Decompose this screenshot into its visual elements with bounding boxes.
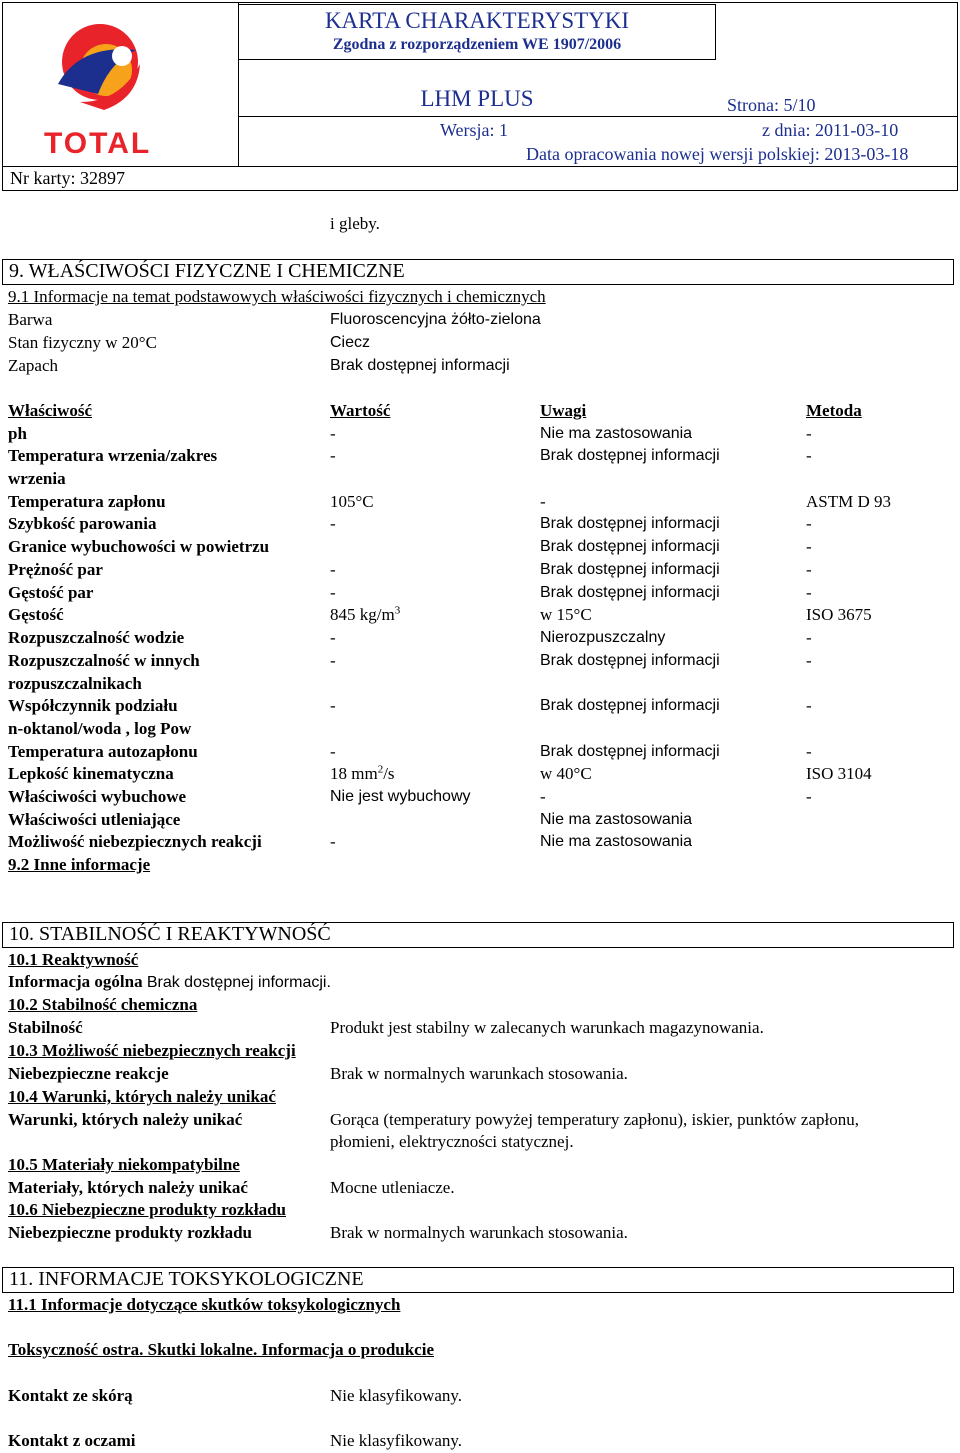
page-number: Strona: 5/10: [727, 95, 816, 115]
row-value: -: [330, 832, 336, 851]
row-notes: w 40°C: [540, 764, 592, 783]
row-method: ISO 3104: [806, 764, 872, 783]
row-notes: Nie ma zastosowania: [540, 425, 693, 442]
row-method: -: [806, 742, 812, 761]
row-method: -: [806, 696, 812, 715]
subsection-10-3: 10.3 Możliwość niebezpiecznych reakcji: [8, 1041, 296, 1060]
row-property-cont: rozpuszczalnikach: [8, 674, 142, 693]
row-property: Rozpuszczalność w innych: [8, 651, 200, 670]
row-property: Właściwości wybuchowe: [8, 787, 187, 806]
row-notes: Brak dostępnej informacji: [540, 447, 720, 464]
row-value: -: [330, 583, 336, 602]
viscosity-value: 18 mm: [330, 764, 378, 783]
row-property: Współczynnik podziału: [8, 696, 178, 715]
version-date: z dnia: 2011-03-10: [762, 120, 899, 140]
decomposition-label: Niebezpieczne produkty rozkładu: [8, 1223, 252, 1242]
general-info-label: Informacja ogólna: [8, 972, 143, 991]
hazard-reactions-text: Brak w normalnych warunkach stosowania.: [330, 1064, 628, 1083]
stability-text: Produkt jest stabilny w zalecanych warunkach magazynowania.: [330, 1018, 764, 1037]
row-value: -: [330, 696, 336, 715]
row-notes: Brak dostępnej informacji: [540, 743, 720, 760]
row-property: Granice wybuchowości w powietrzu: [8, 537, 270, 556]
hazard-reactions-label: Niebezpieczne reakcje: [8, 1064, 169, 1083]
row-notes: w 15°C: [540, 605, 592, 624]
viscosity-unit-exponent: 2: [377, 763, 384, 776]
row-method: -: [806, 514, 812, 533]
basic-value: Brak dostępnej informacji: [330, 357, 510, 374]
eye-contact-value: Nie klasyfikowany.: [330, 1431, 463, 1450]
row-value: -: [330, 514, 336, 533]
row-value: [330, 605, 400, 625]
row-property: ph: [8, 424, 27, 443]
product-name: LHM PLUS: [420, 86, 534, 111]
subsection-10-5: 10.5 Materiały niekompatybilne: [8, 1155, 240, 1174]
subsection-10-2: 10.2 Stabilność chemiczna: [8, 995, 198, 1014]
row-property: Gęstość: [8, 605, 64, 624]
row-value: -: [330, 560, 336, 579]
card-number: Nr karty: 32897: [10, 168, 125, 188]
skin-contact-label: Kontakt ze skórą: [8, 1386, 133, 1405]
row-property: Rozpuszczalność wodzie: [8, 628, 185, 647]
row-method: -: [806, 583, 812, 602]
section-9-heading: 9. WŁAŚCIWOŚCI FIZYCZNE I CHEMICZNE: [2, 259, 954, 285]
row-method: -: [806, 424, 812, 443]
viscosity-unit-suffix: /s: [383, 764, 395, 783]
conditions-avoid-text-cont: płomieni, elektryczności statycznej.: [330, 1132, 574, 1151]
basic-label: Stan fizyczny w 20°C: [8, 333, 157, 352]
column-header-value: Wartość: [330, 401, 391, 420]
row-method: -: [806, 560, 812, 579]
materials-avoid-label: Materiały, których należy unikać: [8, 1178, 248, 1197]
row-method: -: [806, 651, 812, 670]
decomposition-text: Brak w normalnych warunkach stosowania.: [330, 1223, 628, 1242]
section-11-heading: 11. INFORMACJE TOKSYKOLOGICZNE: [2, 1267, 954, 1293]
row-notes: Brak dostępnej informacji: [540, 697, 720, 714]
section-10-heading: 10. STABILNOŚĆ I REAKTYWNOŚĆ: [2, 922, 954, 948]
materials-avoid-text: Mocne utleniacze.: [330, 1178, 455, 1197]
row-property: Temperatura wrzenia/zakres: [8, 446, 218, 465]
row-method: -: [806, 446, 812, 465]
conditions-avoid-label: Warunki, których należy unikać: [8, 1110, 243, 1129]
subsection-9-2: 9.2 Inne informacje: [8, 855, 151, 874]
row-value: -: [330, 651, 336, 670]
row-notes: Brak dostępnej informacji: [540, 652, 720, 669]
row-notes: Brak dostępnej informacji: [540, 561, 720, 578]
row-property: Prężność par: [8, 560, 103, 579]
row-value: -: [330, 742, 336, 761]
row-property-cont: n-oktanol/woda , log Pow: [8, 719, 192, 738]
doc-title: KARTA CHARAKTERYSTYKI: [324, 8, 630, 33]
row-value: -: [330, 446, 336, 465]
version: Wersja: 1: [440, 120, 509, 140]
row-property: Lepkość kinematyczna: [8, 764, 174, 783]
subsection-10-1: 10.1 Reaktywność: [8, 950, 139, 969]
row-property: Temperatura autozapłonu: [8, 742, 198, 761]
subsection-11-1: 11.1 Informacje dotyczące skutków toksykologicznych: [8, 1295, 401, 1314]
row-property: Możliwość niebezpiecznych reakcji: [8, 832, 262, 851]
row-notes: Nierozpuszczalny: [540, 629, 666, 646]
row-method: ASTM D 93: [806, 492, 892, 511]
polish-version-date: Data opracowania nowej wersji polskiej: 2013-03-18: [526, 144, 909, 164]
subsection-10-6: 10.6 Niebezpieczne produkty rozkładu: [8, 1200, 286, 1219]
row-notes: -: [540, 787, 546, 806]
row-notes: Brak dostępnej informacji: [540, 515, 720, 532]
row-property: Właściwości utleniające: [8, 810, 181, 829]
row-method: -: [806, 787, 812, 806]
basic-value: Ciecz: [330, 334, 371, 351]
basic-label: Barwa: [8, 310, 53, 329]
brand-wordmark: TOTAL: [44, 127, 152, 160]
row-notes: Brak dostępnej informacji: [540, 584, 720, 601]
skin-contact-value: Nie klasyfikowany.: [330, 1386, 463, 1405]
subsection-10-4: 10.4 Warunki, których należy unikać: [8, 1087, 276, 1106]
row-property: Temperatura zapłonu: [8, 492, 166, 511]
eye-contact-label: Kontakt z oczami: [8, 1431, 136, 1450]
basic-value: Fluoroscencyjna żółto-zielona: [330, 311, 541, 328]
row-value: [330, 764, 395, 784]
column-header-notes: Uwagi: [540, 401, 587, 420]
row-value: Nie jest wybuchowy: [330, 788, 471, 805]
row-property-cont: wrzenia: [8, 469, 66, 488]
row-value: -: [330, 424, 336, 443]
row-notes: Brak dostępnej informacji: [540, 538, 720, 555]
subsection-9-1: 9.1 Informacje na temat podstawowych właściwości fizycznych i chemicznych: [8, 287, 546, 306]
doc-subtitle: Zgodna z rozporządzeniem WE 1907/2006: [332, 36, 622, 53]
row-notes: Nie ma zastosowania: [540, 833, 693, 850]
row-notes: Nie ma zastosowania: [540, 811, 693, 828]
stability-label: Stabilność: [8, 1018, 83, 1037]
row-property: Szybkość parowania: [8, 514, 157, 533]
continuation-text: i gleby.: [330, 214, 380, 233]
acute-toxicity-heading: Toksyczność ostra. Skutki lokalne. Informacja o produkcie: [8, 1340, 434, 1359]
row-value: -: [330, 628, 336, 647]
row-value: 105°C: [330, 492, 374, 511]
general-info: [8, 972, 331, 993]
basic-label: Zapach: [8, 356, 59, 375]
row-notes: -: [540, 492, 546, 511]
row-method: -: [806, 537, 812, 556]
row-property: Gęstość par: [8, 583, 94, 602]
conditions-avoid-text: Gorąca (temperatury powyżej temperatury zapłonu), iskier, punktów zapłonu,: [330, 1110, 859, 1129]
column-header-property: Właściwość: [8, 401, 93, 420]
general-info-text: Brak dostępnej informacji.: [146, 974, 331, 991]
density-value: 845 kg/m: [330, 605, 395, 624]
row-method: ISO 3675: [806, 605, 872, 624]
density-unit-exponent: 3: [394, 604, 401, 617]
column-header-method: Metoda: [806, 401, 862, 420]
row-method: -: [806, 628, 812, 647]
